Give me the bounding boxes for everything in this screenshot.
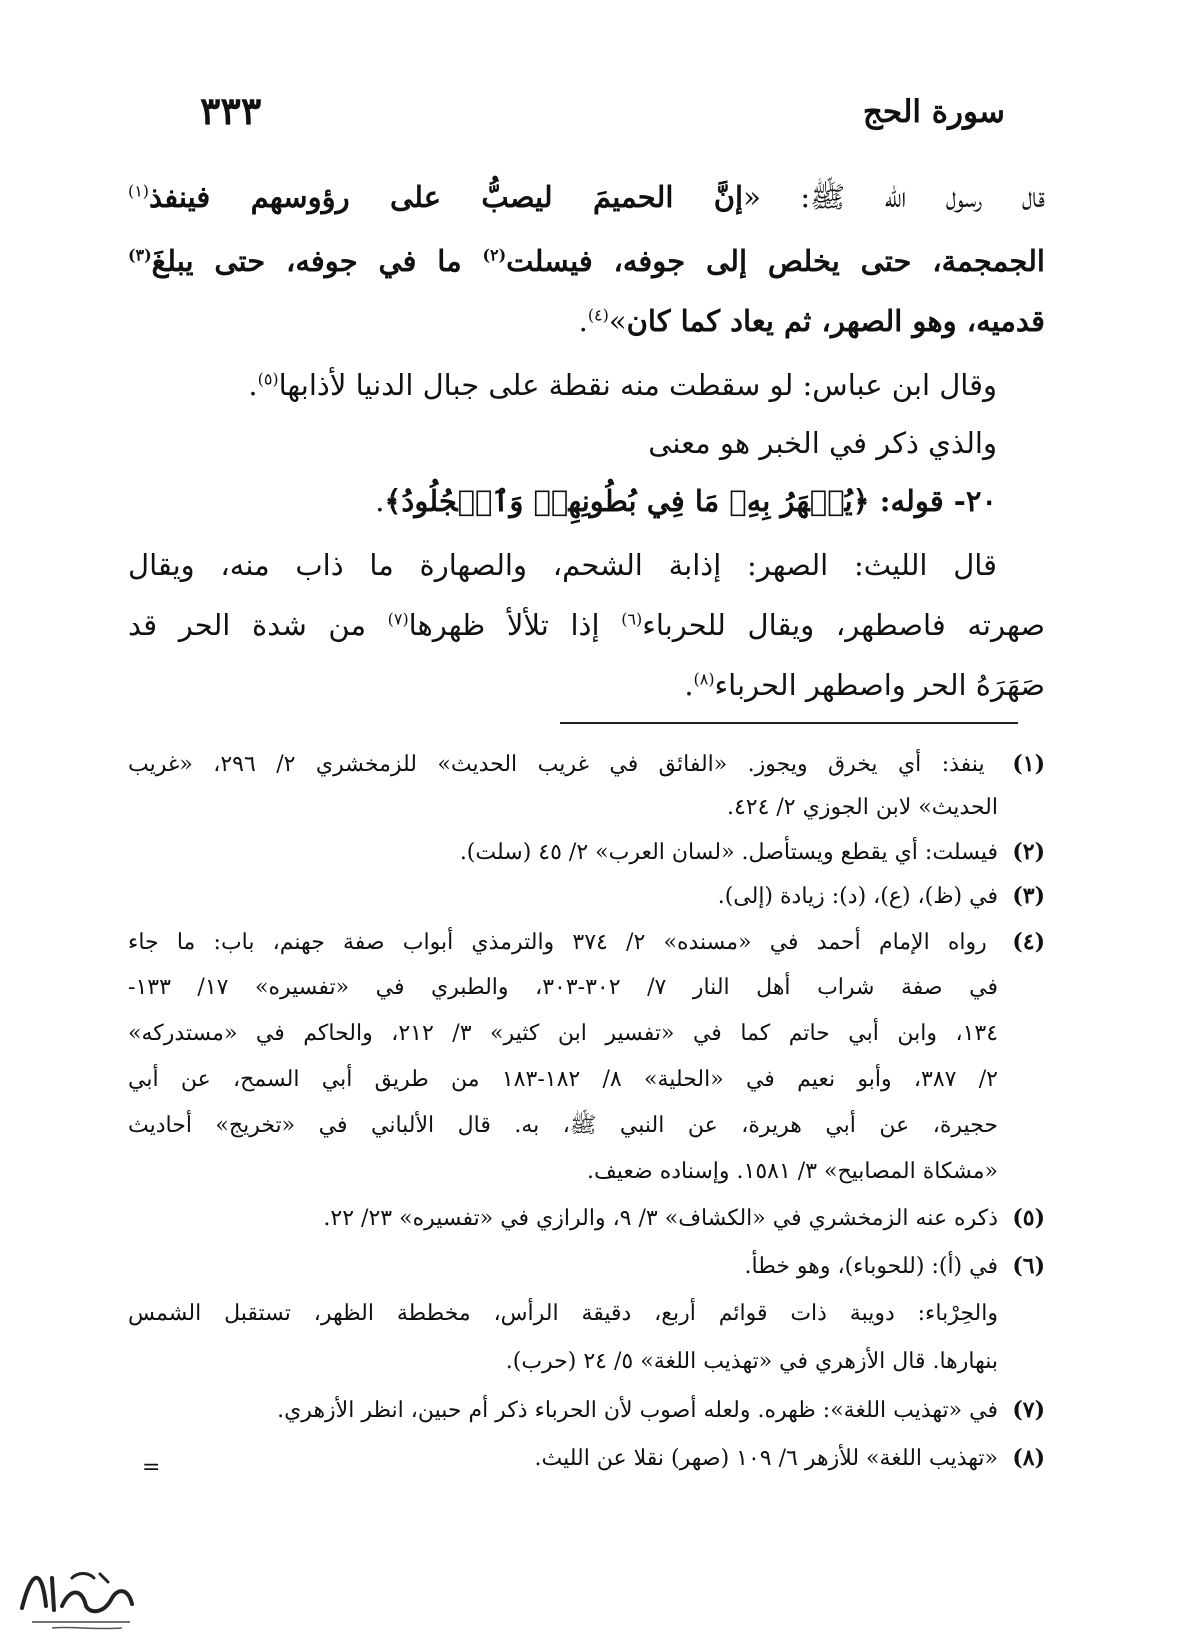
body-line-8: صهرته فاصطهر، ويقال للحرباء$^{(٦)}$ إذا تلألأ ظهرها$^{(٧)}$ من شدة الحر قد xyxy=(128,608,1045,642)
body-line-6: ٢٠- قوله: ﴿يُصۡهَرُ بِهِۦ مَا فِي بُطُونِهِمۡ وَٱلۡجُلُودُ﴾. xyxy=(375,484,997,518)
quran-verse: ﴿يُصۡهَرُ بِهِۦ مَا فِي بُطُونِهِمۡ وَٱلۡجُلُودُ﴾ xyxy=(384,484,870,518)
footnote-1: (١) ينفذ: أي يخرق ويجوز. «الفائق في غريب الحديث» للزمخشري ٢/ ٢٩٦، «غريب xyxy=(128,751,1045,777)
footnote-divider xyxy=(560,722,1018,724)
footnote-4-cont-2: ١٣٤، وابن أبي حاتم كما في «تفسير ابن كثير» ٣/ ٢١٢، والحاكم في «مستدركه» xyxy=(128,1021,999,1046)
footnote-6: (٦) في (أ): (للحوباء)، وهو خطأ. xyxy=(744,1253,1045,1279)
calligraphy-logo-icon xyxy=(12,1548,142,1638)
continuation-mark: = xyxy=(142,1455,161,1480)
footnote-2: (٢) فيسلت: أي يقطع ويستأصل. «لسان العرب» ٢/ ٤٥ (سلت). xyxy=(459,839,1045,865)
footnote-6-cont-1: والحِرْباء: دويبة ذات قوائم أربع، دقيقة الرأس، مخططة الظهر، تستقبل الشمس xyxy=(128,1301,998,1326)
footnote-8: (٨) «تهذيب اللغة» للأزهر ٦/ ١٠٩ (صهر) نقلا عن الليث. xyxy=(534,1445,1045,1471)
body-line-3: قدميه، وهو الصهر، ثم يعاد كما كان»$^{(٤)}$. xyxy=(578,304,1045,338)
body-line-1: قال رسول الله ﷺ: «إنَّ الحميمَ ليصبُّ على رؤوسهم فينفذ$^{(١)}$ xyxy=(128,180,1045,214)
footnote-1-cont: الحديث» لابن الجوزي ٢/ ٤٢٤. xyxy=(726,795,998,820)
footnote-4-cont-3: ٢/ ٣٨٧، وأبو نعيم في «الحلية» ٨/ ١٨٢-١٨٣ من طريق أبي السمح، عن أبي xyxy=(128,1067,998,1092)
body-line-4: وقال ابن عباس: لو سقطت منه نقطة على جبال الدنيا لأذابها$^{(٥)}$. xyxy=(248,368,997,402)
body-line-9: صَهَرَهُ الحر واصطهر الحرباء$^{(٨)}$. xyxy=(684,668,1045,702)
footnote-4: (٤) رواه الإمام أحمد في «مسنده» ٢/ ٣٧٤ والترمذي أبواب صفة جهنم، باب: ما جاء xyxy=(128,929,1045,955)
footnote-4-cont-1: في صفة شراب أهل النار ٧/ ٣٠٢-٣٠٣، والطبري في «تفسيره» ١٧/ ١٣٣- xyxy=(128,975,999,1000)
body-line-5: والذي ذكر في الخبر هو معنى xyxy=(648,426,997,460)
page-number: ٣٣٣ xyxy=(200,88,262,133)
publisher-stamp-logo xyxy=(12,1548,142,1638)
body-line-2: الجمجمة، حتى يخلص إلى جوفه، فيسلت$^{(٢)}$ ما في جوفه، حتى يبلغَ$^{(٣)}$ xyxy=(128,244,1045,278)
footnote-7: (٧) في «تهذيب اللغة»: ظهره. ولعله أصوب لأن الحرباء ذكر أم حبين، انظر الأزهري. xyxy=(277,1397,1045,1423)
body-line-7: قال الليث: الصهر: إذابة الشحم، والصهارة ما ذاب منه، ويقال xyxy=(128,548,997,582)
footnote-3: (٣) في (ظ)، (ع)، (د): زيادة (إلى). xyxy=(717,883,1045,909)
footnote-4-cont-4: حجيرة، عن أبي هريرة، عن النبي ﷺ، به. قال الألباني في «تخريج» أحاديث xyxy=(128,1113,998,1138)
footnote-6-cont-2: بنهارها. قال الأزهري في «تهذيب اللغة» ٥/ ٢٤ (حرب). xyxy=(505,1349,998,1374)
footnote-4-cont-5: «مشكاة المصابيح» ٣/ ١٥٨١. وإسناده ضعيف. xyxy=(587,1159,998,1184)
verse-number: ٢٠- قوله: xyxy=(869,484,997,518)
footnote-5: (٥) ذكره عنه الزمخشري في «الكشاف» ٣/ ٩، والرازي في «تفسيره» ٢٣/ ٢٢. xyxy=(323,1205,1045,1231)
surah-title: سورة الحج xyxy=(862,94,1005,130)
page-header xyxy=(130,88,1005,148)
